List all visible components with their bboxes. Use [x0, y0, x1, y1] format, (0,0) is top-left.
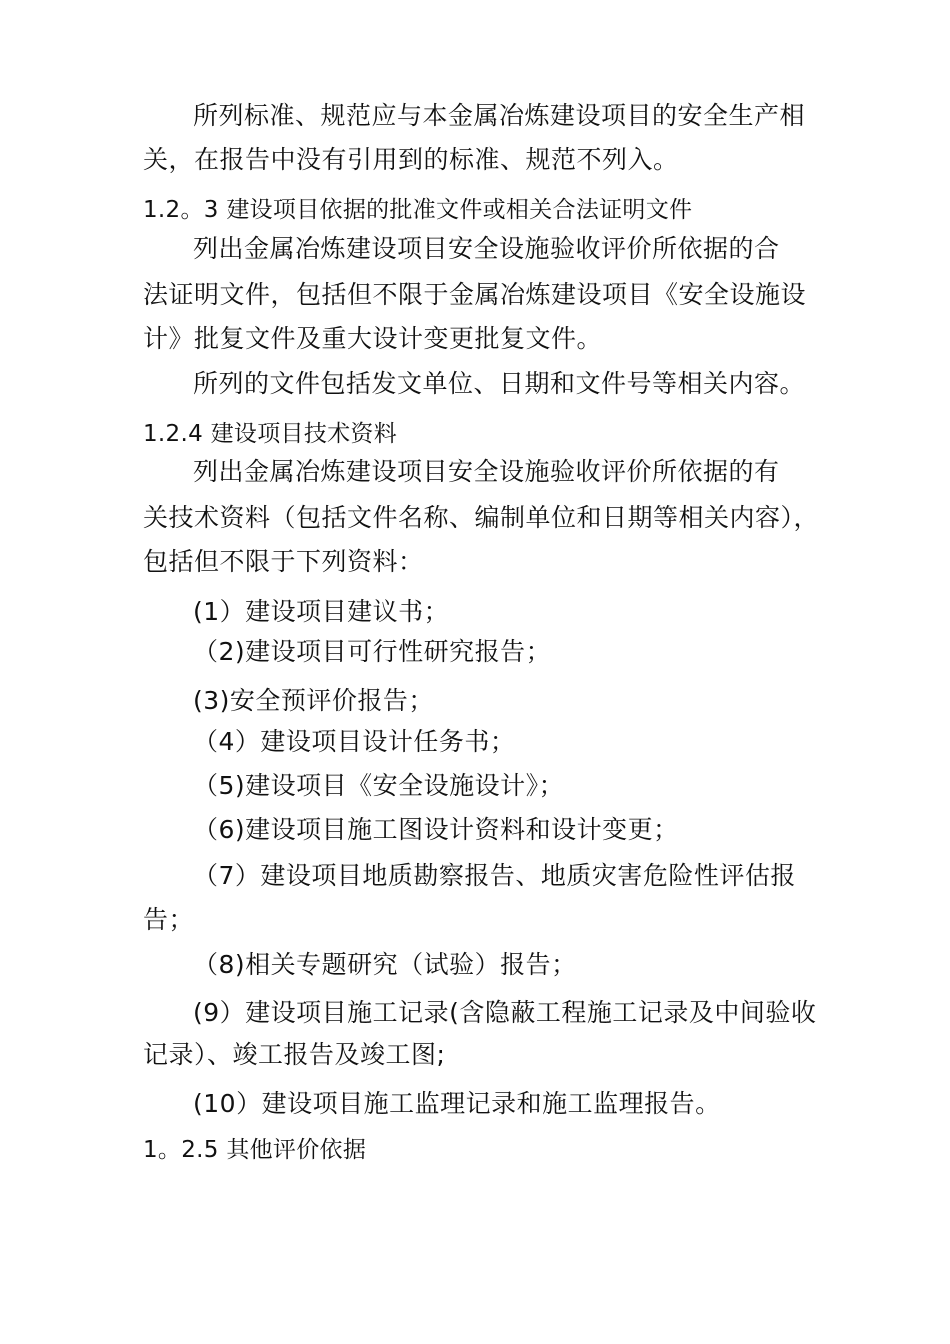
list-item: (1）建设项目建议书；: [193, 597, 450, 626]
paragraph-line: 计》批复文件及重大设计变更批复文件。: [143, 324, 603, 353]
paragraph-line: 所列的文件包括发文单位、日期和文件号等相关内容。: [193, 369, 806, 398]
paragraph-line: 列出金属冶炼建设项目安全设施验收评价所依据的合: [193, 234, 780, 263]
paragraph-line: 所列标准、规范应与本金属冶炼建设项目的安全生产相: [193, 101, 806, 130]
list-item: （4）建设项目设计任务书；: [193, 727, 516, 756]
list-item: (9）建设项目施工记录(含隐蔽工程施工记录及中间验收: [193, 998, 817, 1027]
list-item-continuation: 记录）、竣工报告及竣工图;: [143, 1040, 446, 1069]
paragraph-line: 关技术资料（包括文件名称、编制单位和日期等相关内容），: [143, 503, 820, 532]
paragraph-line: 包括但不限于下列资料：: [143, 547, 424, 576]
list-item-continuation: 告；: [143, 905, 195, 934]
paragraph-line: 列出金属冶炼建设项目安全设施验收评价所依据的有: [193, 457, 780, 486]
section-heading-1-2-3: 1.2。3 建设项目依据的批准文件或相关合法证明文件: [143, 197, 693, 223]
section-heading-1-2-5: 1。2.5 其他评价依据: [143, 1137, 367, 1163]
list-item: （6)建设项目施工图设计资料和设计变更；: [193, 815, 679, 844]
paragraph-line: 关，在报告中没有引用到的标准、规范不列入。: [143, 145, 679, 174]
list-item: (10）建设项目施工监理记录和施工监理报告。: [193, 1089, 721, 1118]
section-heading-1-2-4: 1.2.4 建设项目技术资料: [143, 421, 398, 447]
list-item: (3)安全预评价报告；: [193, 686, 434, 715]
list-item: （5)建设项目《安全设施设计》；: [193, 771, 565, 800]
list-item: （8)相关专题研究（试验）报告；: [193, 950, 577, 979]
list-item: （7）建设项目地质勘察报告、地质灾害危险性评估报: [193, 861, 796, 890]
paragraph-line: 法证明文件，包括但不限于金属冶炼建设项目《安全设施设: [143, 280, 807, 309]
list-item: （2)建设项目可行性研究报告；: [193, 637, 552, 666]
